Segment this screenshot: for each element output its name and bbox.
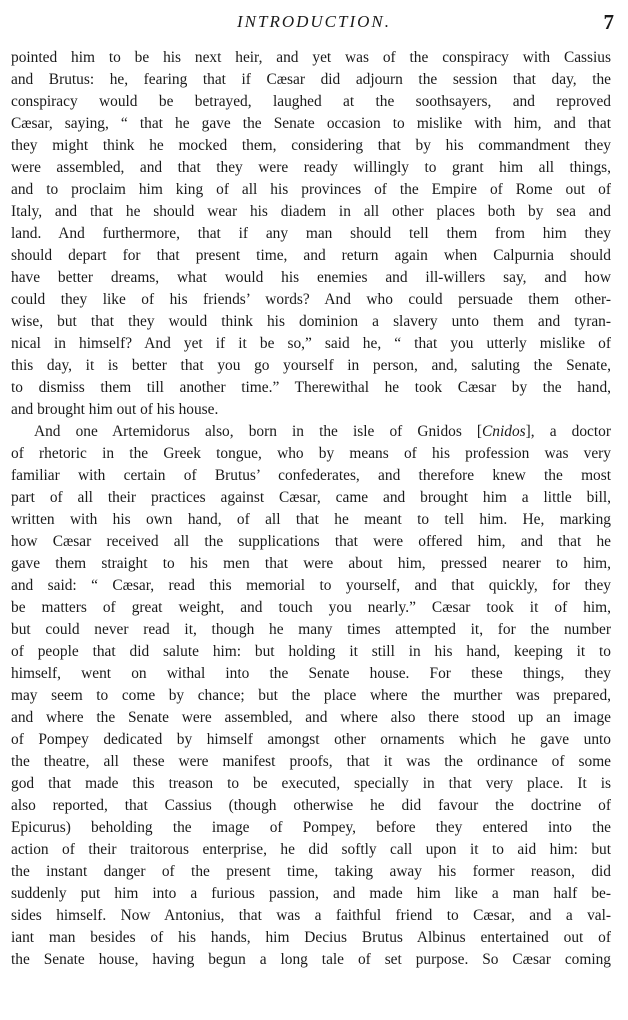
text-line: and said: “ Cæsar, read this memorial to yourself, and that quickly, for they	[11, 577, 611, 594]
text-line: of people that did salute him: but holding it still in his hand, keeping it to	[11, 643, 611, 660]
text-line: should depart for that present time, and return again when Calpurnia should	[11, 247, 611, 264]
text-line: the instant danger of the present time, taking away his former reason, did	[11, 863, 611, 880]
text-line: suddenly put him into a furious passion, and made him like a man half be-	[11, 885, 611, 902]
text-line: land. And furthermore, that if any man should tell them from him they	[11, 225, 611, 242]
text-line: nical in himself? And yet if it be so,” said he, “ that you utterly mislike of	[11, 335, 611, 352]
text-line: written with his own hand, of all that he meant to tell him. He, marking	[11, 511, 611, 528]
text-line: were assembled, and that they were ready willingly to grant him all things,	[11, 159, 611, 176]
text-line: also reported, that Cassius (though otherwise he did favour the doctrine of	[11, 797, 611, 814]
text-line: and Brutus: he, fearing that if Cæsar did adjourn the session that day, the	[11, 71, 611, 88]
text-line: pointed him to be his next heir, and yet was of the conspiracy with Cassius	[11, 49, 611, 66]
text-line: may seem to come by chance; but the place where the murther was prepared,	[11, 687, 611, 704]
text-line: himself, went on withal into the Senate house. For these things, they	[11, 665, 611, 682]
text-line: but could never read it, though he many times attempted it, for the number	[11, 621, 611, 638]
text-line: sides himself. Now Antonius, that was a faithful friend to Cæsar, and a val-	[11, 907, 611, 924]
text-line: conspiracy would be betrayed, laughed at the soothsayers, and reproved	[11, 93, 611, 110]
text-segment: ], a doctor	[525, 423, 611, 440]
text-line: the theatre, all these were manifest proofs, that it was the ordinance of some	[11, 753, 611, 770]
text-line: of Pompey dedicated by himself amongst other ornaments which he gave unto	[11, 731, 611, 748]
text-line: god that made this treason to be executed, specially in that very place. It is	[11, 775, 611, 792]
text-line: Cæsar, saying, “ that he gave the Senate occasion to mislike with him, and that	[11, 115, 611, 132]
text-line: Epicurus) beholding the image of Pompey, before they entered into the	[11, 819, 611, 836]
text-line: could they like of his friends’ words? And who could persuade them other-	[11, 291, 611, 308]
italic-term: Cnidos	[482, 423, 526, 440]
text-line: action of their traitorous enterprise, he did softly call upon it to aid him: but	[11, 841, 611, 858]
text-line: this day, it is better that you go yourself in person, and, saluting the Senate,	[11, 357, 611, 374]
text-segment: And one Artemidorus also, born in the isle of Gnidos [	[34, 423, 483, 440]
text-line-first	[11, 421, 611, 443]
text-line: how Cæsar received all the supplications that were offered him, and that he	[11, 533, 611, 550]
body-text	[11, 47, 611, 971]
text-line: the Senate house, having begun a long tale of set purpose. So Cæsar coming	[11, 951, 611, 968]
text-line: part of all their practices against Cæsar, came and brought him a little bill,	[11, 489, 611, 506]
page-number: 7	[603, 10, 614, 34]
text-line: and brought him out of his house.	[11, 401, 219, 418]
text-line: have better dreams, what would his enemies and ill-willers say, and how	[11, 269, 611, 286]
text-line: iant man besides of his hands, him Decius Brutus Albinus entertained out of	[11, 929, 611, 946]
text-line: be matters of great weight, and touch you nearly.” Cæsar took it of him,	[11, 599, 611, 616]
text-line: and to proclaim him king of all his provinces of the Empire of Rome out of	[11, 181, 611, 198]
page-header	[0, 10, 628, 36]
running-title: INTRODUCTION.	[237, 12, 391, 31]
text-line: Italy, and that he should wear his diadem in all other places both by sea and	[11, 203, 611, 220]
text-line: to dismiss them till another time.” Therewithal he took Cæsar by the hand,	[11, 379, 611, 396]
text-line: wise, but that they would think his dominion a slavery unto them and tyran-	[11, 313, 611, 330]
text-line: familiar with certain of Brutus’ confederates, and therefore knew the most	[11, 467, 611, 484]
text-line: gave them straight to his men that were about him, pressed nearer to him,	[11, 555, 611, 572]
text-line: they might think he mocked them, considering that by his commandment they	[11, 137, 611, 154]
text-line: of rhetoric in the Greek tongue, who by means of his profession was very	[11, 445, 611, 462]
text-line: and where the Senate were assembled, and where also there stood up an image	[11, 709, 611, 726]
